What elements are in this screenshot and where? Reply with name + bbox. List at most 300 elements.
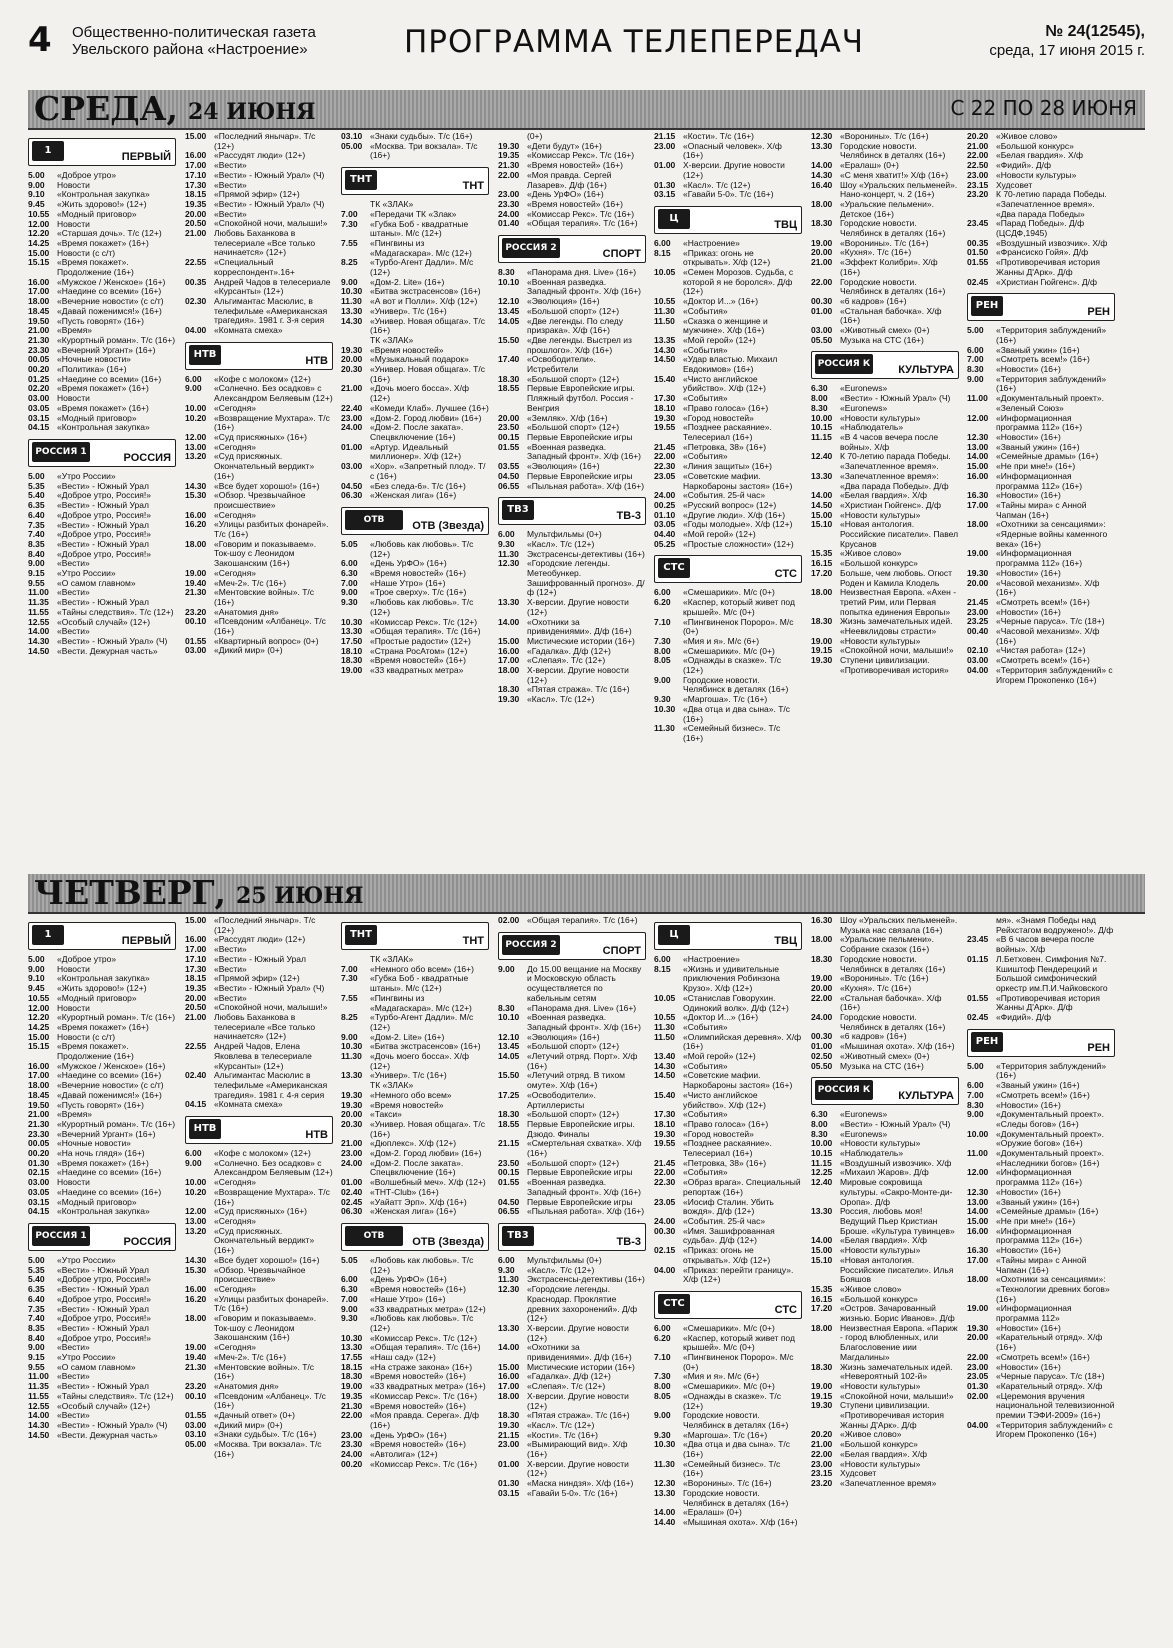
program-time: 18.00 [967,519,989,530]
program-time: 21.15 [654,132,676,141]
program-title: «Euronews» [840,1128,888,1139]
program-row [654,268,802,297]
program-title: «События» [683,305,728,316]
program-time: 20.00 [185,208,207,219]
program-row [341,220,489,239]
program-time: 21.00 [28,325,50,336]
program-row [654,1033,802,1052]
program-time: 9.00 [341,1031,358,1042]
program-title: «Смешарики». М/с (0+) [683,587,775,598]
program-time: 18.30 [341,1371,363,1382]
program-title: «Документальный проект». «Зеленый Союз» [996,393,1104,413]
program-title: «Вести» [57,1371,90,1382]
program-title: (0+) [527,132,543,141]
program-title: Городские новости. Челябинск в деталях (16+) [840,140,946,161]
program-time: 6.00 [654,954,671,964]
program-title: Городские новости. Челябинск в деталях (16+) [840,1012,946,1032]
program-title: «Специальный корреспондент».16+ [214,257,295,277]
program-title: «Воздушный извозчик». Х/ф [840,1157,952,1168]
program-row [185,588,333,607]
program-row [498,384,646,413]
program-time: 8.00 [811,1118,828,1129]
program-title: «Общая терапия». Т/с (16+) [527,916,638,925]
program-title: «Модный приговор» [57,992,137,1003]
channel-logo: РЕН [971,1032,1003,1052]
program-title: «Пятая стража». Т/с (16+) [527,1410,630,1421]
program-title: «Суд присяжных. Окончательный вердикт» (16+) [214,451,315,481]
program-title: «Доброе утро, Россия!» [57,1313,152,1324]
program-title: «Новости» (16+) [996,364,1061,375]
program-title: «Вести» - Южный Урал [57,1284,149,1295]
program-row [967,375,1115,394]
program-title: «Позднее раскаяние». Телесериал (16+) [683,1138,772,1159]
channel-name: ТНТ [462,935,484,947]
program-row [498,171,646,190]
program-time: 14.00 [498,616,520,627]
program-title: «Живое слово» [840,1283,902,1294]
program-time: 16.15 [811,1293,833,1304]
program-row [654,1392,802,1411]
program-time: 10.10 [498,1012,520,1023]
program-title: «Вести» - Южный Урал [57,519,149,530]
program-time: 12.30 [498,558,520,569]
program-row [185,520,333,539]
program-row [185,935,333,945]
program-title: До 15.00 вещание на Москву и Московскую область осуществляется по кабельным сетям [527,963,642,1003]
program-time: 7.30 [341,973,358,984]
program-time: 02.45 [341,1196,363,1207]
program-title: «Кофе с молоком» (12+) [214,373,311,384]
program-title: «Вести» - Южный Урал [57,1264,149,1275]
program-title: Мистические истории (16+) [527,635,635,646]
program-time: 04.50 [498,1196,520,1207]
program-title: «Смертельная схватка». Х/ф (16+) [527,1138,642,1159]
program-title: «Приказ: огонь не открывать». Х/ф (12+) [683,247,771,268]
program-title: «Черные паруса». Т/с (18+) [996,616,1105,627]
program-time: 16.00 [185,1283,207,1294]
program-time: 13.30 [811,470,833,481]
program-title: Любовь Баханкова в телесериале «Все только начинается» (12+) [214,228,316,258]
program-row [185,1266,333,1285]
program-time: 23.20 [967,189,989,200]
program-time: 14.00 [967,1206,989,1217]
program-time: 16.20 [185,519,207,530]
program-row [28,955,176,965]
program-time: 18.00 [28,296,50,307]
channel-logo: РЕН [971,296,1003,316]
channel-logo: Ц [658,925,690,945]
program-title: Россия, любовь моя! Ведущий Пьер Кристиан Броше. «Культура тувинцев» [840,1206,955,1236]
program-title: «Такси» [370,1109,402,1120]
program-time: 7.30 [654,635,671,646]
listing-column [967,132,1115,866]
program-time: 23.15 [967,179,989,190]
program-title: «Время покажет». Продолжение (16+) [57,257,134,278]
program-time: 11.50 [654,1031,675,1042]
program-time: 5.35 [28,1264,45,1275]
program-title: «Информационная программа 112» (16+) [996,412,1083,433]
program-title: «Дюплекс». Х/ф (12+) [370,1138,457,1149]
program-row [498,1071,646,1090]
program-time: 5.00 [28,954,45,964]
program-time: 02.15 [654,1245,676,1256]
channel-header [967,293,1115,321]
program-time: 5.05 [341,538,358,549]
program-time: 23.05 [654,1196,676,1207]
program-title: «Новости» (16+) [996,567,1061,578]
program-title: «Пингвины из «Мадагаскара». М/с (12+) [370,237,472,258]
program-title: «Трое сверху». Т/с (16+) [370,587,467,598]
program-title: «Вести» - Южный Урал [57,1303,149,1314]
program-time: 11.30 [654,723,675,734]
program-time: 10.30 [341,1041,363,1052]
program-time: 11.15 [811,431,832,442]
program-time: 19.40 [185,1351,207,1362]
program-title: «Знаки судьбы». Т/с (16+) [370,132,473,141]
program-time: 9.10 [28,973,45,984]
program-title: «Чисто английское убийство». Х/ф (12+) [683,1089,766,1110]
program-title: Неизвестная Европа. «Париж - город влюбленных, или Благословение иии Магдалины» [840,1322,958,1362]
program-time: 01.00 [811,305,833,316]
program-title: «Вести» - Южный Урал [57,480,149,491]
program-time: 00.25 [654,499,676,510]
program-row [811,935,959,954]
channel-name: НТВ [305,354,328,367]
program-time: 15.00 [498,635,520,646]
program-time: 12.30 [967,1186,989,1197]
program-time: 5.00 [28,1254,45,1265]
program-time: 15.00 [811,1245,833,1256]
channel-header [185,1116,333,1144]
program-time: 15.00 [811,509,833,520]
program-title: «Фидий». Д/ф [996,1012,1051,1023]
program-title: «Наш сад» (12+) [370,1352,436,1363]
program-time: 6.20 [654,1332,671,1343]
program-time: 23.00 [341,1429,363,1440]
program-title: «Время новостей» (16+) [527,160,623,171]
program-time: 03.15 [498,1487,520,1498]
program-row [811,1324,959,1363]
program-time: 20.00 [498,412,520,423]
program-title: «О самом главном» [57,577,136,588]
program-time: 19.00 [341,1381,363,1392]
program-title: «Имя. Зашифрованная судьба». Д/ф (12+) [683,1225,775,1246]
program-title: «Комиссар Рекс». Т/с (16+) [527,208,635,219]
program-row [341,142,489,161]
program-time: 22.55 [185,257,207,268]
program-row [654,249,802,268]
program-row [341,317,489,336]
program-title: мя». «Знамя Победы над Рейхстагом водружено!». Д/ф [996,916,1114,935]
program-title: «Сказка о женщине и мужчине». Х/ф (16+) [683,315,768,336]
program-row [654,1198,802,1217]
program-title: Экстрасенсы-детективы (16+) [527,548,645,559]
program-title: «Время новостей» (16+) [370,1439,466,1450]
program-row [28,994,176,1004]
program-title: «Новости культуры» [840,635,921,646]
program-title: «Страна РосАтом» (12+) [370,645,468,656]
program-title: «Наше Утро» (16+) [370,577,446,588]
program-time: 9.00 [967,1109,984,1120]
program-title: «33 квадратных метра» (16+) [370,1381,486,1392]
program-row [498,336,646,355]
program-time: 18.30 [498,373,520,384]
program-row [967,935,1115,954]
program-title: «Дом-2. Lite» (16+) [370,276,445,287]
program-time: 15.50 [498,334,520,345]
program-time: 10.00 [185,1177,207,1188]
program-time: 6.40 [28,1293,45,1304]
program-title: «Дом-2. После заката». Спецвключение (16+) [370,422,464,442]
program-time: 12.00 [28,1002,50,1013]
program-time: 18.00 [185,538,207,549]
program-row [341,384,489,403]
program-row [811,181,959,200]
program-title: «6 кадров» (16+) [840,295,907,306]
program-time: 02.40 [341,1186,363,1197]
program-title: «Жить здорово!» (12+) [57,983,147,994]
program-title: «Уайатт Эрп». Х/ф (16+) [370,1196,467,1207]
program-time: 18.00 [185,1313,207,1324]
program-title: Новости [57,1177,90,1188]
program-title: «Спокойной ночи, малыши!» [214,1002,328,1013]
program-row [28,618,176,628]
program-title: «Гадалка». Д/ф (12+) [527,1371,611,1382]
program-title: «Семен Морозов. Судьба, с которой я не боролся». Д/ф (12+) [683,267,794,297]
program-time: 05.00 [341,140,363,151]
program-time: 04.00 [654,1264,676,1275]
program-title: Альгимантас Масюлис в телефильме «Американская трагедия». 1981 г. 4-я серия [214,1070,328,1100]
listing-column [28,132,176,866]
channel-name: ОТВ (Звезда) [412,1235,484,1248]
program-title: «О самом главном» [57,1361,136,1372]
program-row [498,443,646,462]
program-row [811,1401,959,1430]
program-title: «Универ». Т/с (16+) [370,305,447,316]
program-time: 03.00 [28,393,50,404]
program-time: 12.00 [185,431,207,442]
program-time: 15.00 [967,1215,989,1226]
program-title: «Вести» [57,1410,90,1421]
program-title: «Ералаш» (0+) [683,1507,742,1518]
program-time: 7.10 [654,616,671,627]
program-time: 18.30 [811,953,833,964]
program-row [28,1101,176,1111]
program-time: 6.00 [967,1080,984,1091]
program-time: 15.00 [28,1031,50,1042]
program-time: 9.00 [28,179,45,190]
program-time: 16.00 [967,1225,989,1236]
program-time: 11.30 [654,1458,675,1469]
program-time: 14.25 [28,237,50,248]
program-title: «Мой герой» (12+) [683,334,756,345]
program-time: 22.00 [341,1410,363,1421]
program-time: 01.30 [498,1478,520,1489]
program-title: «Общая терапия». Т/с (16+) [370,626,481,637]
program-time: 22.30 [654,1177,676,1188]
program-row [341,598,489,617]
program-time: 20.20 [811,1429,833,1440]
program-row [811,617,959,636]
program-row [811,1363,959,1382]
program-time: 23.00 [967,606,989,617]
program-row [28,1207,176,1217]
program-title: «Большой спорт» (12+) [527,1041,620,1052]
listing-column [341,132,489,866]
program-time: 04.50 [498,470,520,481]
program-row [811,1207,959,1236]
channel-logo: ТНТ [345,925,377,945]
channel-header [498,932,646,960]
program-title: «Возвращение Мухтара». Т/с (16+) [214,412,330,433]
program-time: 7.10 [654,1352,671,1363]
program-title: Больше, чем любовь. Огюст Роден и Камила Клодель [840,567,952,588]
program-time: 15.35 [811,1283,833,1294]
program-title: «Вечерние новости» (с с/т) [57,296,164,307]
program-time: 14.00 [811,490,833,501]
program-row [811,1256,959,1285]
program-title: «Сегодня» [214,402,257,413]
program-row [498,916,646,926]
program-title: «Жить здорово!» (12+) [57,199,147,210]
program-time: 21.45 [967,596,989,607]
program-time: 03.10 [341,132,363,141]
program-title: «Сегодня» [214,1283,257,1294]
program-time: 13.30 [341,305,363,316]
program-title: «Два отца и два сына». Т/с (16+) [683,703,790,724]
program-time: 15.15 [28,1041,50,1052]
program-time: 02.20 [28,383,50,394]
program-title: Х-версии. Другие новости (12+) [527,597,629,617]
program-title: Первые Европейские игры [527,1196,633,1207]
program-title: «Суд присяжных. Окончательный вердикт» (16+) [214,1225,315,1256]
program-time: 17.00 [185,160,207,171]
program-title: «Контрольная закупка» [57,422,150,433]
program-time: 21.15 [498,1429,520,1440]
program-time: 21.00 [341,1138,363,1149]
program-time: 17.00 [28,1070,50,1081]
channel-header [498,1223,646,1251]
program-row [185,916,333,935]
program-row [967,190,1115,219]
program-time: 18.10 [654,1118,676,1129]
program-title: «Годы молодые». Х/ф (12+) [683,519,793,530]
program-title: «Вести» - Южный Урал» (Ч) [57,1419,168,1430]
program-time: 15.35 [811,548,833,559]
program-title: «Euronews» [840,383,888,394]
program-time: 16.00 [498,1371,520,1382]
program-time: 21.00 [185,1012,207,1023]
program-title: «Прямой эфир» (12+) [214,189,300,200]
program-time: 17.50 [341,635,363,646]
program-title: «Вести» - Южный Урал [57,1381,149,1392]
program-time: 10.30 [341,616,363,627]
program-time: 03.05 [654,519,676,530]
program-time: 10.15 [811,422,833,433]
program-title: Х-версии. Другие новости (12+) [527,665,629,685]
program-title: «Мой герой» (12+) [683,529,756,540]
program-time: 6.00 [654,237,671,248]
program-title: Х-версии. Другие новости (12+) [527,1390,629,1411]
program-row [341,239,489,258]
program-row [967,472,1115,491]
program-time: 10.30 [654,1439,676,1450]
program-time: 6.00 [498,529,515,540]
program-row [811,656,959,675]
program-time: 12.00 [967,1167,989,1178]
program-title: «Пингвины из «Мадагаскара». М/с (12+) [370,992,472,1013]
program-row [341,365,489,384]
program-title: «Остров. Зачарованный жизнью. Борис Иванов». Д/ф [840,1303,955,1324]
channel-name: СТС [774,1303,797,1316]
program-row [967,955,1115,994]
program-title: «Черные паруса». Т/с (18+) [996,1371,1105,1382]
program-title: «Большой конкурс» [840,1293,918,1304]
program-time: 22.30 [654,461,676,472]
channel-header [654,1291,802,1319]
program-row [654,297,802,307]
program-row [498,1489,646,1499]
program-row [967,171,1115,181]
program-row [28,1042,176,1061]
program-title: «Универ. Новая общага». Т/с (16+) [370,364,485,384]
program-time: 23.20 [185,606,207,617]
channel-logo: ТВ3 [502,1226,534,1246]
program-time: 22.00 [811,276,833,287]
program-title: «Знаки судьбы». Т/с (16+) [214,1429,317,1440]
program-row [498,1052,646,1071]
program-title: «Кухня». Т/с (16+) [840,247,912,258]
program-title: «Комиссар Рекс». Т/с (16+) [527,150,635,161]
program-time: 00.20 [341,1458,363,1469]
program-time: 10.55 [654,296,676,307]
program-time: 9.10 [28,189,45,200]
program-title: «Михаил Жаров». Д/ф [840,1167,929,1178]
program-title: ТК «ЗЛАК» [370,1080,414,1091]
program-time: 14.05 [498,315,520,326]
program-time: 15.50 [498,1070,520,1081]
program-time: 18.10 [654,402,676,413]
program-time: 24.00 [341,1157,363,1168]
program-row [185,1013,333,1042]
program-time: 05.50 [811,1060,833,1071]
program-title: «Мышиная охота». Х/ф (16+) [683,1516,798,1527]
program-time: 19.30 [967,567,989,578]
program-title: «Эволюция» (16+) [527,461,600,472]
program-time: 6.00 [341,558,358,569]
program-row [185,1440,333,1459]
program-time: 10.05 [654,992,676,1003]
program-title: «Воронины». Т/с (16+) [683,1478,772,1489]
program-title: «Суд присяжных» (16+) [214,1206,307,1217]
program-title: «Доброе утро, Россия!» [57,548,152,559]
program-title: «Любовь как любовь». Т/с (12+) [370,1254,474,1275]
program-title: «Христиан Гюйгенс». Д/ф [840,499,941,510]
program-row [654,1266,802,1285]
program-time: 23.45 [967,934,989,945]
channel-name: РОССИЯ [123,1235,171,1248]
program-title: «Контрольная закупка» [57,973,150,984]
program-row [185,1100,333,1110]
program-time: 12.10 [498,296,520,307]
program-row [811,472,959,491]
program-time: 20.00 [811,982,833,993]
program-time: 14.00 [967,451,989,462]
program-time: 9.00 [654,674,671,685]
program-row [185,171,333,181]
program-time: 14.50 [654,354,676,365]
program-time: 12.25 [811,1167,833,1178]
